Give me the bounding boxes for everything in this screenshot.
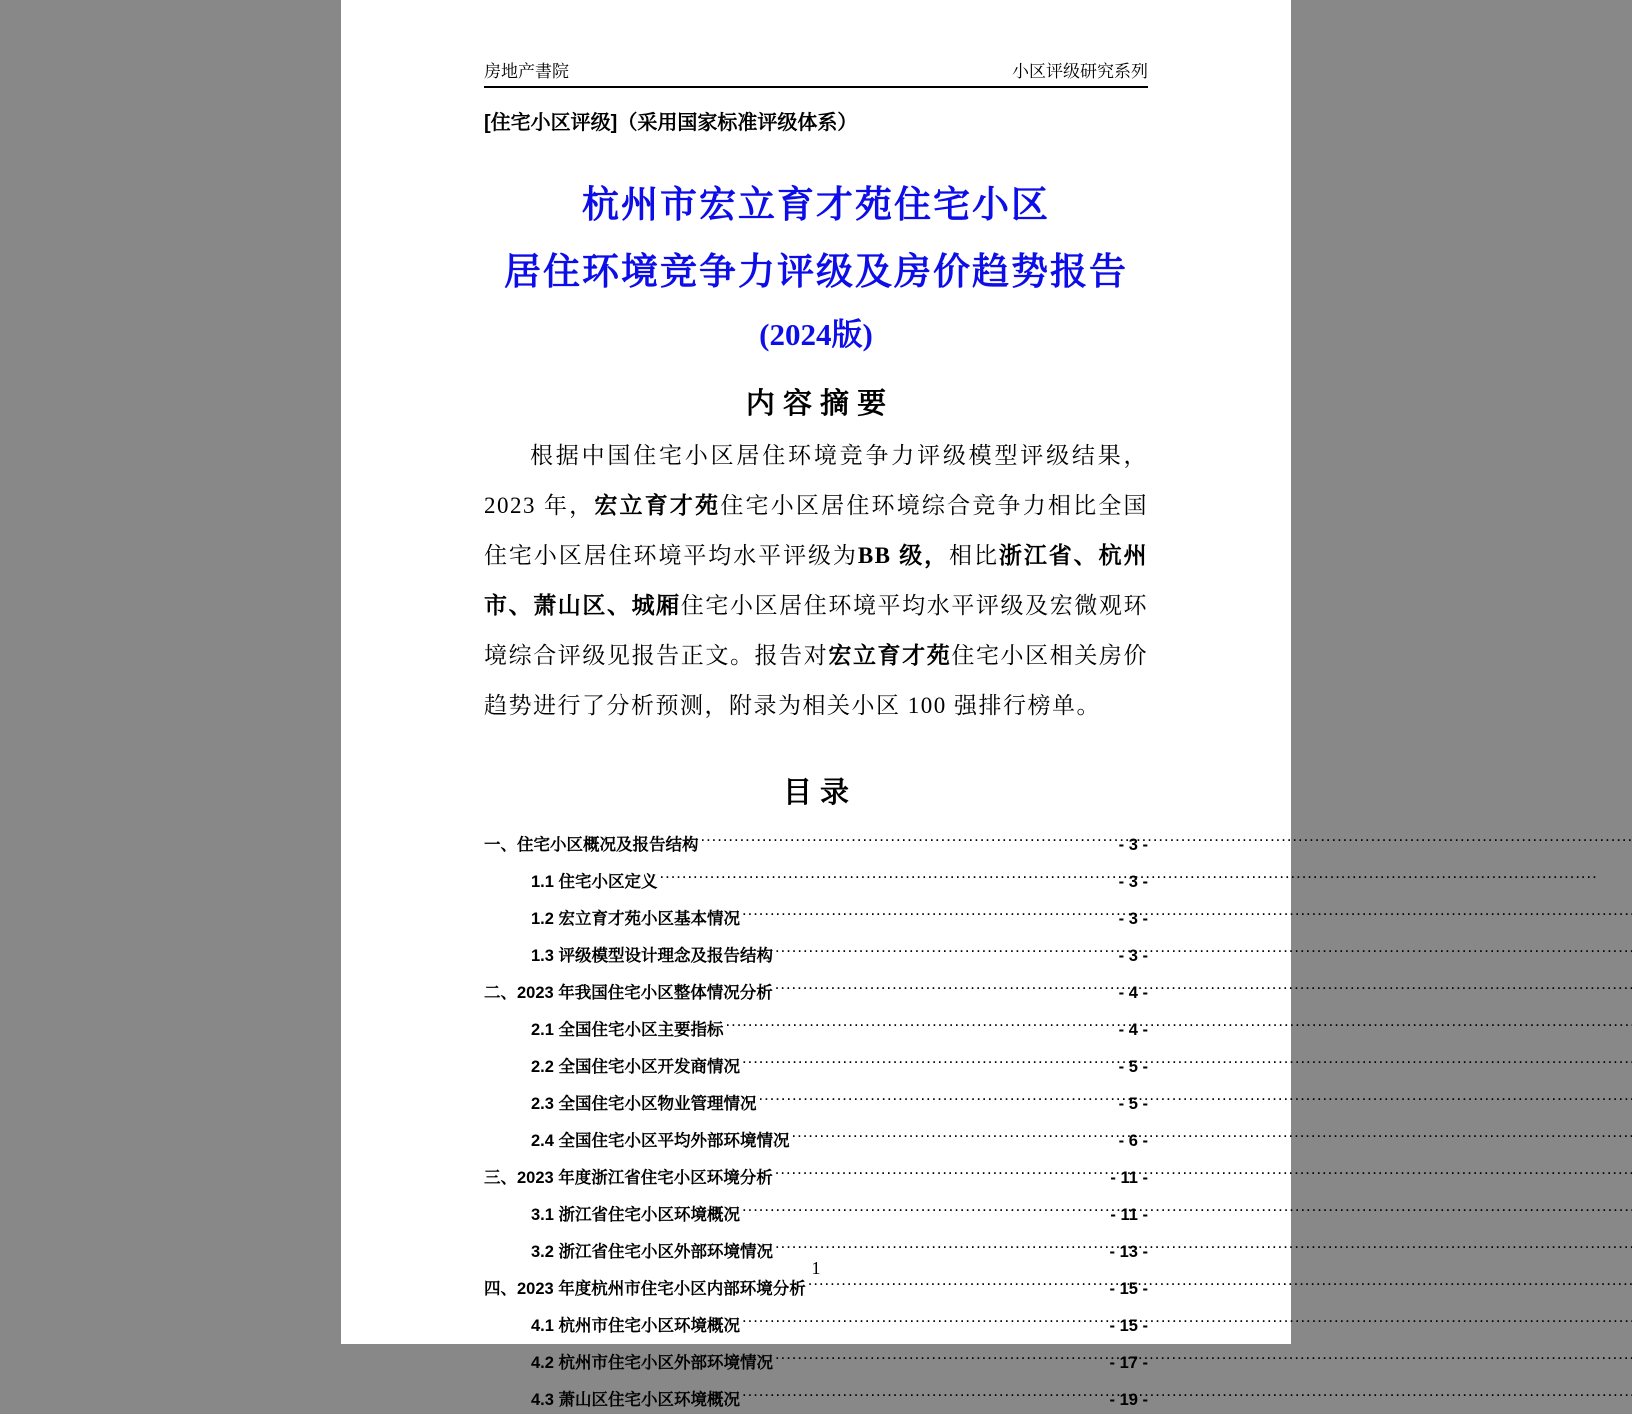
toc-dot-leader xyxy=(742,896,1117,924)
summary-text-bold: BB 级， xyxy=(857,543,950,569)
toc-entry-page-number: - 15 - xyxy=(1109,1280,1148,1299)
summary-text-bold: 浙江省、杭州市、萧山区、城厢 xyxy=(484,543,1149,619)
toc-dot-leader xyxy=(775,970,1117,998)
summary-text: 住宅小区相关房价趋势进行了分析预测，附录为相关小区 100 强排行榜单。 xyxy=(484,643,1149,719)
toc-entry xyxy=(484,1192,1148,1229)
toc-entry-label: 三、2023 年度浙江省住宅小区环境分析 xyxy=(484,1169,773,1188)
toc-entry xyxy=(484,1044,1148,1081)
summary-heading: 内 容 摘 要 xyxy=(745,388,887,421)
report-title-line2: 居住环境竞争力评级及房价趋势报告 xyxy=(504,252,1128,294)
summary-text: 相比 xyxy=(949,543,999,569)
toc-entry xyxy=(484,1303,1148,1340)
summary-text: 住宅小区居住环境平均水平评级及宏微观环境综合评级见报告正文。报告对 xyxy=(484,593,1149,669)
header-left-text: 房地产書院 xyxy=(484,62,569,81)
toc-dot-leader xyxy=(742,1044,1117,1072)
page-content xyxy=(484,0,1149,1410)
report-title-edition: (2024版) xyxy=(759,317,873,353)
toc-entry-label: 2.3 全国住宅小区物业管理情况 xyxy=(531,1095,757,1114)
toc-entry-page-number: - 13 - xyxy=(1109,1243,1148,1262)
toc-entry-page-number: - 15 - xyxy=(1109,1317,1148,1336)
toc-dot-leader xyxy=(701,822,1117,850)
toc-dot-leader xyxy=(775,933,1117,961)
toc-entry-label: 1.1 住宅小区定义 xyxy=(531,873,658,892)
toc-entry-label: 四、2023 年度杭州市住宅小区内部环境分析 xyxy=(484,1280,806,1299)
toc-entry-label: 二、2023 年我国住宅小区整体情况分析 xyxy=(484,984,773,1003)
toc-entry-label: 2.1 全国住宅小区主要指标 xyxy=(531,1021,724,1040)
toc-entry-page-number: - 3 - xyxy=(1118,836,1148,855)
toc-entry xyxy=(484,1118,1148,1155)
toc-dot-leader xyxy=(759,1081,1117,1109)
toc-dot-leader xyxy=(775,1340,1107,1368)
toc-entry-page-number: - 3 - xyxy=(1118,910,1148,929)
toc-entry xyxy=(484,1007,1148,1044)
toc-dot-leader xyxy=(775,1229,1107,1257)
toc-entry-label: 3.1 浙江省住宅小区环境概况 xyxy=(531,1206,741,1225)
toc-entry xyxy=(484,1377,1148,1414)
toc-entry xyxy=(484,896,1148,933)
toc-dot-leader xyxy=(742,1303,1107,1331)
toc-dot-leader xyxy=(726,1007,1117,1035)
toc-entry xyxy=(484,970,1148,1007)
toc-entry-label: 2.2 全国住宅小区开发商情况 xyxy=(531,1058,741,1077)
toc-dot-leader xyxy=(792,1118,1117,1146)
toc-entry-page-number: - 19 - xyxy=(1109,1391,1148,1410)
toc-dot-leader xyxy=(742,1377,1107,1405)
toc-entry xyxy=(484,1340,1148,1377)
toc-entry xyxy=(484,822,1148,859)
toc-entry-label: 1.3 评级模型设计理念及报告结构 xyxy=(531,947,774,966)
report-title-block xyxy=(484,185,1148,353)
toc-entry-page-number: - 6 - xyxy=(1118,1132,1148,1151)
toc-entry-label: 3.2 浙江省住宅小区外部环境情况 xyxy=(531,1243,774,1262)
toc-entry xyxy=(484,1081,1148,1118)
toc-list xyxy=(484,822,1148,1414)
toc-entry-page-number: - 5 - xyxy=(1118,1095,1148,1114)
summary-paragraph xyxy=(484,431,1148,731)
toc-entry xyxy=(484,1155,1148,1192)
toc-entry-page-number: - 11 - xyxy=(1110,1169,1148,1188)
toc-dot-leader xyxy=(775,1155,1109,1183)
toc-entry-label: 4.2 杭州市住宅小区外部环境情况 xyxy=(531,1354,774,1373)
toc-entry-page-number: - 3 - xyxy=(1118,947,1148,966)
footer-page-number: 1 xyxy=(811,1258,821,1278)
toc-entry-page-number: - 4 - xyxy=(1118,1021,1148,1040)
toc-entry-page-number: - 17 - xyxy=(1109,1354,1148,1373)
toc-entry xyxy=(484,933,1148,970)
toc-heading: 目 录 xyxy=(782,777,850,810)
toc-entry-page-number: - 5 - xyxy=(1118,1058,1148,1077)
toc-entry-label: 4.1 杭州市住宅小区环境概况 xyxy=(531,1317,741,1336)
page-header xyxy=(484,0,1148,88)
summary-text: 住宅小区居住环境综合竞争力相比全国住宅小区居住环境平均水平评级为 xyxy=(484,493,1149,569)
report-title-line1: 杭州市宏立育才苑住宅小区 xyxy=(582,185,1050,227)
toc-entry-page-number: - 3 - xyxy=(1118,873,1148,892)
document-page xyxy=(341,0,1291,1410)
series-subtitle: [住宅小区评级]（采用国家标准评级体系） xyxy=(484,112,858,135)
summary-text: 根据中国住宅小区居住环境竞争力评级模型评级结果，2023 年， xyxy=(484,443,1148,519)
toc-dot-leader xyxy=(660,859,1117,887)
toc-entry xyxy=(484,859,1148,896)
toc-dot-leader xyxy=(742,1192,1108,1220)
toc-entry-page-number: - 11 - xyxy=(1110,1206,1148,1225)
summary-text-bold: 宏立育才苑 xyxy=(828,643,952,669)
toc-entry-page-number: - 4 - xyxy=(1118,984,1148,1003)
toc-entry-label: 2.4 全国住宅小区平均外部环境情况 xyxy=(531,1132,790,1151)
toc-entry-label: 1.2 宏立育才苑小区基本情况 xyxy=(531,910,741,929)
toc-entry-label: 4.3 萧山区住宅小区环境概况 xyxy=(531,1391,741,1410)
header-right-text: 小区评级研究系列 xyxy=(1012,62,1148,81)
summary-text-bold: 宏立育才苑 xyxy=(594,493,721,519)
toc-entry-label: 一、住宅小区概况及报告结构 xyxy=(484,836,699,855)
